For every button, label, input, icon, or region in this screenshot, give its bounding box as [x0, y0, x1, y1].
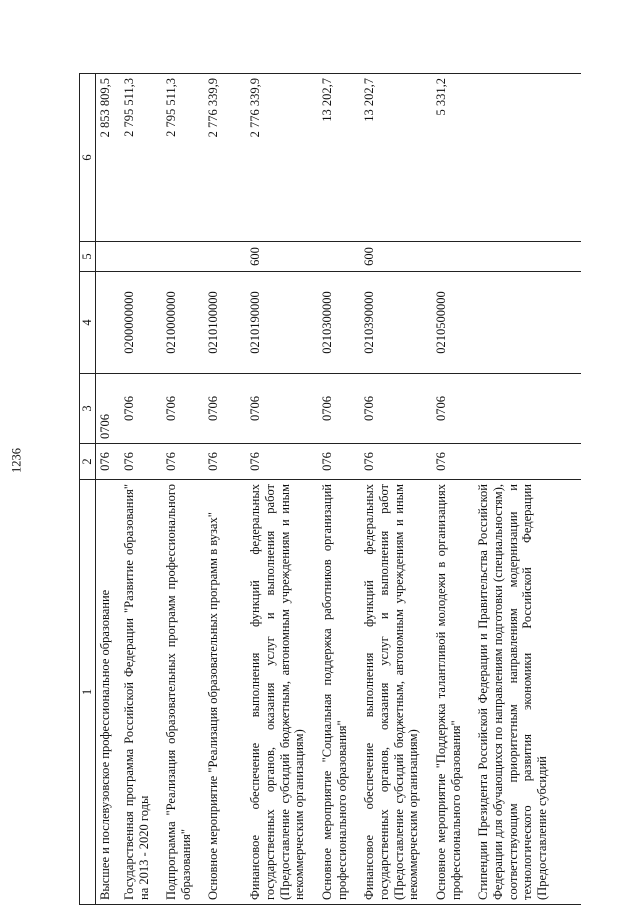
row-section: 0706 — [243, 374, 315, 444]
row-section: 0706 — [117, 374, 159, 444]
row-expense-type: 600 — [243, 242, 315, 272]
col-header-5: 5 — [80, 242, 96, 272]
col-header-2: 2 — [80, 444, 96, 480]
row-ministry: 076 — [117, 444, 159, 480]
row-name: Основное мероприятие "Социальная поддержка работников организаций профессионального образования" — [315, 480, 357, 905]
row-name: Подпрограмма "Реализация образовательных программ профессионального образования" — [159, 480, 201, 905]
col-header-1: 1 — [80, 480, 96, 905]
table-row — [429, 74, 471, 905]
row-ministry — [471, 444, 581, 480]
row-ministry: 076 — [201, 444, 243, 480]
row-expense-type — [159, 242, 201, 272]
row-amount: 13 202,7 — [315, 74, 357, 242]
col-header-3: 3 — [80, 374, 96, 444]
row-ministry: 076 — [315, 444, 357, 480]
table-row — [117, 74, 159, 905]
col-header-6: 6 — [80, 74, 96, 242]
row-name: Финансовое обеспечение выполнения функций федеральных государственных органов, оказания услуг и выполнения работ (Предоставление субсидий бюджетным, автономным учреждениям и иным некоммерческим организациям) — [243, 480, 315, 905]
row-target-article: 0200000000 — [117, 272, 159, 374]
row-amount: 2 776 339,9 — [201, 74, 243, 242]
row-ministry: 076 — [243, 444, 315, 480]
row-section: 0706 — [429, 374, 471, 444]
page-number: 1236 — [9, 448, 24, 473]
row-expense-type: 600 — [357, 242, 429, 272]
row-expense-type — [117, 242, 159, 272]
table-row — [357, 74, 429, 905]
table-row — [315, 74, 357, 905]
row-target-article: 0210100000 — [201, 272, 243, 374]
budget-table — [79, 73, 581, 905]
row-name: Основное мероприятие "Реализация образовательных программ в вузах" — [201, 480, 243, 905]
row-target-article: 0210390000 — [357, 272, 429, 374]
row-amount: 5 331,2 — [429, 74, 471, 242]
table-row — [96, 74, 118, 905]
table-row — [471, 74, 581, 905]
row-section: 0706 — [315, 374, 357, 444]
row-amount: 2 776 339,9 — [243, 74, 315, 242]
row-name: Стипендии Президента Российской Федерации и Правительства Российской Федерации для обучающихся по направлениям подготовки (специальностям), соответствующим приоритетным направлениям модернизации и технологического развития экономики Российской Федерации (Предоставление субсидий — [471, 480, 581, 905]
row-target-article: 0210190000 — [243, 272, 315, 374]
row-expense-type — [201, 242, 243, 272]
row-ministry: 076 — [429, 444, 471, 480]
row-section: 0706 — [96, 374, 118, 444]
row-expense-type — [315, 242, 357, 272]
table-row — [159, 74, 201, 905]
row-target-article — [96, 272, 118, 374]
row-section: 0706 — [159, 374, 201, 444]
header-row — [80, 74, 96, 905]
table-row — [243, 74, 315, 905]
row-expense-type — [471, 242, 581, 272]
row-name: Высшее и послевузовское профессиональное образование — [96, 480, 118, 905]
row-ministry: 076 — [357, 444, 429, 480]
row-amount: 13 202,7 — [357, 74, 429, 242]
row-amount: 2 795 511,3 — [117, 74, 159, 242]
row-target-article: 0210300000 — [315, 272, 357, 374]
row-section: 0706 — [201, 374, 243, 444]
row-name: Основное мероприятие "Поддержка талантливой молодежи в организациях профессионального образования" — [429, 480, 471, 905]
row-target-article: 0210500000 — [429, 272, 471, 374]
row-ministry: 076 — [96, 444, 118, 480]
row-target-article — [471, 272, 581, 374]
table-row — [201, 74, 243, 905]
row-name: Государственная программа Российской Федерации "Развитие образования" на 2013 - 2020 годы — [117, 480, 159, 905]
row-expense-type — [96, 242, 118, 272]
row-section: 0706 — [357, 374, 429, 444]
row-name: Финансовое обеспечение выполнения функций федеральных государственных органов, оказания услуг и выполнения работ (Предоставление субсидий бюджетным, автономным учреждениям и иным некоммерческим организациям) — [357, 480, 429, 905]
row-amount — [471, 74, 581, 242]
row-target-article: 0210000000 — [159, 272, 201, 374]
row-expense-type — [429, 242, 471, 272]
row-section — [471, 374, 581, 444]
col-header-4: 4 — [80, 272, 96, 374]
row-amount: 2 853 809,5 — [96, 74, 118, 242]
rotated-page-content — [79, 63, 611, 905]
row-amount: 2 795 511,3 — [159, 74, 201, 242]
row-ministry: 076 — [159, 444, 201, 480]
